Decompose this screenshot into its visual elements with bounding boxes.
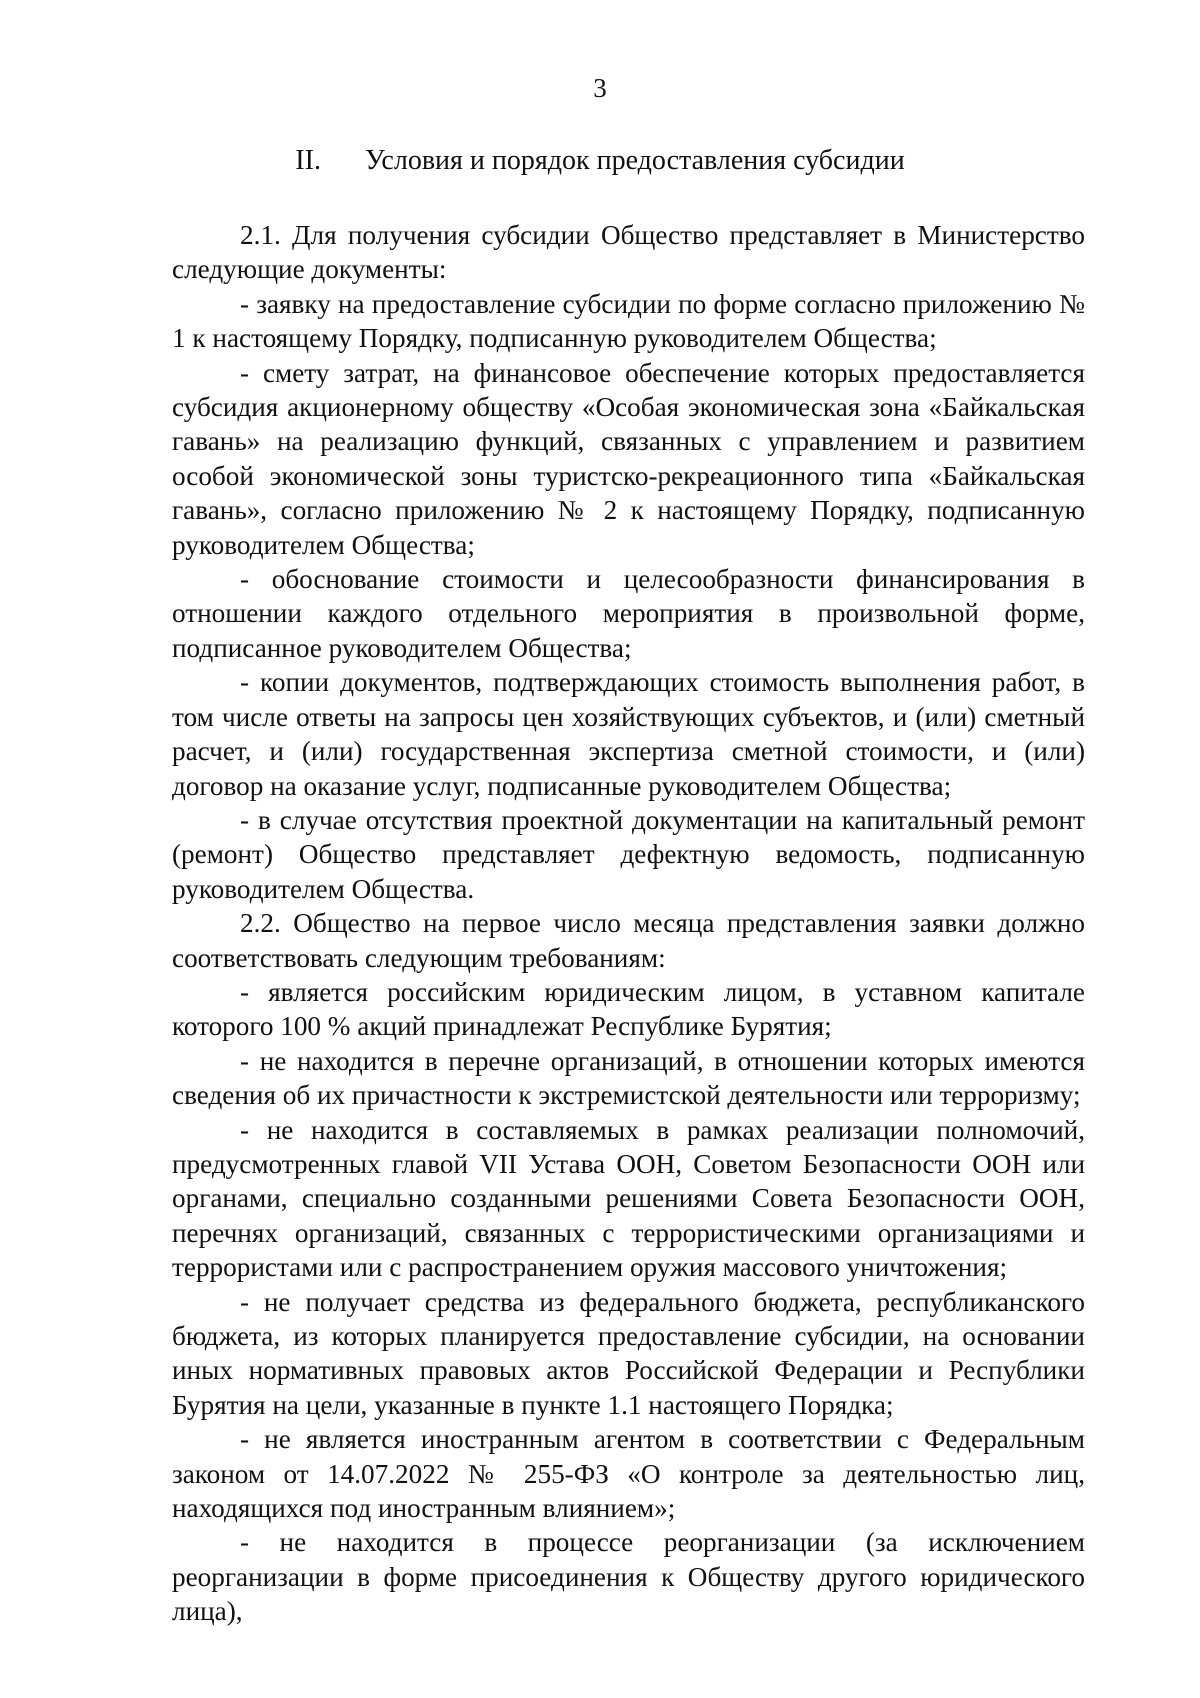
paragraph: - не находится в перечне организаций, в отношении которых имеются сведения об их причастности к экстремистской деятельности или терроризму; — [172, 1045, 1085, 1111]
document-body — [172, 218, 1085, 1629]
paragraph: - не является иностранным агентом в соответствии с Федеральным законом от 14.07.2022 № 255-ФЗ «О контроле за деятельностью лиц, находящихся под иностранным влиянием»; — [172, 1424, 1085, 1524]
paragraph: - не находится в процессе реорганизации (за исключением реорганизации в форме присоединения к Обществу другого юридического лица), — [172, 1527, 1085, 1627]
paragraph: - не находится в составляемых в рамках реализации полномочий, предусмотренных главой VII Устава ООН, Советом Безопасности ООН или органами, специально созданными решениями Совета Безопасности ООН, перечнях организаций, связанных с террористическими организациями и террористами или с распространением оружия массового уничтожения; — [172, 1114, 1085, 1283]
section-title: Условия и порядок предоставления субсидии — [364, 145, 905, 176]
paragraph: 2.2. Общество на первое число месяца представления заявки должно соответствовать следующим требованиям: — [172, 908, 1085, 973]
section-heading — [0, 143, 1200, 179]
paragraph: 2.1. Для получения субсидии Общество представляет в Министерство следующие документы: — [172, 220, 1085, 285]
paragraph: - является российским юридическим лицом, в уставном капитале которого 100 % акций принадлежат Республике Бурятия; — [172, 976, 1085, 1042]
section-number: II. — [295, 145, 321, 176]
paragraph: - копии документов, подтверждающих стоимость выполнения работ, в том числе ответы на запросы цен хозяйствующих субъектов, и (или) сметный расчет, и (или) государственная экспертиза сметной стоимости, и (или) договор на оказание услуг, подписанные руководителем Общества; — [172, 667, 1085, 801]
paragraph: - смету затрат, на финансовое обеспечение которых предоставляется субсидия акционерному обществу «Особая экономическая зона «Байкальская гавань» на реализацию функций, связанных с управлением и развитием особой экономической зоны туристско-рекреационного типа «Байкальская гавань», согласно приложению № 2 к настоящему Порядку, подписанную руководителем Общества; — [172, 357, 1085, 560]
paragraph: - в случае отсутствия проектной документации на капитальный ремонт (ремонт) Общество представляет дефектную ведомость, подписанную руководителем Общества. — [172, 804, 1085, 904]
paragraph: - не получает средства из федерального бюджета, республиканского бюджета, из которых планируется предоставление субсидии, на основании иных нормативных правовых актов Российской Федерации и Республики Бурятия на цели, указанные в пункте 1.1 настоящего Порядка; — [172, 1286, 1085, 1420]
page-number: 3 — [593, 73, 607, 103]
paragraph: - обоснование стоимости и целесообразности финансирования в отношении каждого отдельного мероприятия в произвольной форме, подписанное руководителем Общества; — [172, 564, 1085, 663]
paragraph: - заявку на предоставление субсидии по форме согласно приложению № 1 к настоящему Порядку, подписанную руководителем Общества; — [172, 288, 1085, 354]
